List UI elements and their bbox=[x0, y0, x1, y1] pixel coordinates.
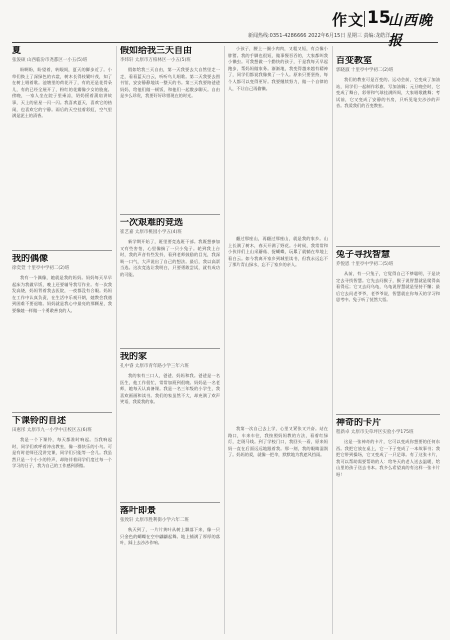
column-2 bbox=[120, 46, 220, 634]
column-divider bbox=[224, 46, 225, 634]
article-separator bbox=[336, 246, 440, 247]
article-body: 秋天到了，一片片黄叶从树上飘落下来，像一只只金色的蝴蝶在空中翩翩起舞。地上铺满了厚厚的落叶，踩上去沙沙作响。 bbox=[120, 527, 220, 546]
article-my-home bbox=[120, 352, 220, 498]
article-changing-classroom bbox=[336, 56, 440, 241]
column-4 bbox=[336, 46, 440, 634]
article-byline: 崔艺嘉 太原市桃园小学五(4)班 bbox=[120, 230, 182, 235]
article-byline: 郭晓淑 十里亭中学初二(2)班 bbox=[336, 68, 394, 73]
article-title: 下课铃的自述 bbox=[12, 416, 67, 426]
article-title: 神奇的卡片 bbox=[336, 418, 382, 428]
article-byline: 张浚硕 山西临汾市尧都区一小五(5)班 bbox=[12, 58, 88, 63]
article-byline: 乔悦恩 十里亭中学初二(5)班 bbox=[336, 262, 394, 267]
article-continued-1 bbox=[228, 46, 328, 226]
masthead-info: 新闻热线:0351-4286666 2022年6月15日 星期三 责编:龙皓洋 bbox=[248, 33, 391, 39]
article-title: 我的家 bbox=[120, 352, 148, 362]
article-body: 我是一个下课铃，每天都准时响起。当我响起时，同学们欢呼着冲出教室，像一群快乐的小鸟。可是有时老师还没讲完课，同学们只能等一会儿。我虽然只是一个小小的铃声，却陪伴着同学们度过每一个学习的日子，我为自己的工作感到骄傲。 bbox=[12, 437, 112, 469]
article-byline: 李炜轩 太原市万柏林区一小五(5)班 bbox=[120, 58, 191, 63]
article-body: 新学期开始了，班里要竞选班干部。我既想参加又有些害怕，心里像揣了一只小兔子。轮到我上台时，我的声音有些发抖，看到老师鼓励的目光，我深吸一口气，大声说出了自己的想法。最后，我以高票当选。这次竞选让我明白，只要勇敢尝试，就有成功的可能。 bbox=[120, 239, 220, 277]
article-body: 翻过那座山，再翻过那座山，就是我的家乡。山上长满了树木，春天开满了野花。小时候，我常常和小伙伴们上山采蘑菇、捉蝴蝶，玩累了就躺在草地上看白云。如今我离开家乡到城里读书，但我永远忘不了那片青山绿水，忘不了家乡的亲人。 bbox=[228, 236, 328, 268]
article-body: 这是一张神奇的卡片，它可以变成你想要的任何东西。我把它放在桌上，它一下子变成了一本故事书；我把它带到操场，它又变成了一只足球。有了这张卡片，我可以帮助需要帮助的人：给冬天的老人送去温暖，给山里的孩子送去书本。我多么希望真的有这样一张卡片呀！ bbox=[336, 439, 440, 477]
article-election bbox=[120, 218, 220, 346]
article-body: 我的家有三口人，爸爸、妈妈和我。爸爸是一名医生，他工作很忙，常常加班到很晚。妈妈是一名老师，她每天认真备课。我是一名三年级的小学生，我喜欢画画和读书。我们的家虽然不大，却充满了欢声笑语，我爱我的家。 bbox=[120, 373, 220, 405]
article-title: 我的偶像 bbox=[12, 254, 49, 264]
article-separator bbox=[12, 412, 112, 413]
column-3 bbox=[228, 46, 328, 634]
article-three-days-freedom bbox=[120, 46, 220, 196]
article-bell-self-account bbox=[12, 416, 112, 634]
article-title: 落叶即景 bbox=[120, 506, 157, 516]
article-body: 我们的教室可是百变的。运动会前，它变成了加油站，同学们一起制作彩旗、写加油稿；元旦晚会时，它变成了舞台，彩带和气球挂满四周，大家唱歌跳舞；考试前，它又变成了安静的书房，只听见笔尖沙沙的声音。我爱我们的百变教室。 bbox=[336, 77, 440, 109]
article-title: 假如给我三天自由 bbox=[120, 46, 193, 56]
article-continued-2 bbox=[228, 236, 328, 416]
masthead-divider bbox=[364, 11, 365, 27]
article-byline: 田惠彤 太原市九一小学中正校区五(6)班 bbox=[12, 428, 92, 433]
column-divider bbox=[332, 46, 333, 634]
article-my-idol bbox=[12, 254, 112, 409]
article-byline: 程新卓 太原市尖草坪区实验小学175班 bbox=[336, 430, 414, 435]
article-separator bbox=[120, 348, 220, 349]
article-title: 夏 bbox=[12, 46, 22, 56]
article-title: 百变教室 bbox=[336, 56, 373, 66]
article-continued-3 bbox=[228, 426, 328, 634]
page-number: 15 bbox=[367, 8, 391, 28]
article-falling-leaves bbox=[120, 506, 220, 634]
article-magic-card bbox=[336, 418, 440, 634]
column-1 bbox=[12, 46, 112, 634]
article-body: 小孩子，腰上一圈小肉肉，又粗又短，有点像小胖猪。我的手脚也很短，做事慢吞吞的，大家都叫我小懒虫。可我想做一个勤快的孩子，于是我每天早起跑步，帮妈妈做家务。渐渐地，我变得越来越有精神了，同学们都说我像换了一个人。原来只要坚持，每个人都可以变得更好。我要继续努力，做一个自律的人，不让自己再偷懒。 bbox=[228, 46, 328, 91]
article-separator bbox=[120, 214, 220, 215]
section-title: 作文 bbox=[332, 11, 365, 29]
article-byline: 徐奕萱 十里亭中学初二(2)班 bbox=[12, 266, 70, 271]
article-summer bbox=[12, 46, 112, 246]
column-divider bbox=[116, 46, 117, 634]
article-body: 从前，有一只兔子，它觉得自己不够聪明，于是决定去寻找智慧。它先去问猴子，猴子说智慧就是爬得高看得远；它又去问乌龟，乌龟说智慧就是坚持不懈；最后它去问老爷爷，老爷爷说，智慧就在你每天的学习和思考中。兔子听了恍然大悟。 bbox=[336, 271, 440, 303]
article-body: 我有一个偶像，她就是我的妈妈。妈妈每天早早起床为我做早饭，晚上还要辅导我写作业。有一次我发高烧，妈妈背着我去医院，一夜都没有合眼。妈妈在工作中认真负责，在生活中乐观开朗，她教会我遇到困难不要退缩。妈妈就是我心中最亮的那颗星，我要像她一样做一个勇敢善良的人。 bbox=[12, 275, 112, 313]
article-byline: 张致轩 太原市胜利街小学六年二班 bbox=[120, 518, 189, 523]
article-body: 我第一次自己去上学，心里又紧张又兴奋。站在路口，车来车往，我按照妈妈教的方法，看着红绿灯，走斑马线。到了学校门口，我回头一看，原来妈妈一直在后面远远地跟着我。那一刻，我的眼睛湿润了。妈妈的爱，就像一把伞，默默地为我遮风挡雨。 bbox=[228, 426, 328, 458]
article-title: 一次艰难的竞选 bbox=[120, 218, 184, 228]
article-rabbit-wisdom bbox=[336, 250, 440, 410]
article-body: 假如给我三天自由，第一天我要去大自然里走一走，看看蓝天白云，听听鸟儿唱歌。第二天我要去图书馆，安安静静地读一整天的书。第三天我要陪爸爸妈妈，给他们做一顿饭，和他们一起散步聊天。自由是多么珍贵，我要好好珍惜现在的时光。 bbox=[120, 67, 220, 99]
article-byline: 孔中睿 太原市青年路小学三年六班 bbox=[120, 364, 189, 369]
article-separator bbox=[336, 414, 440, 415]
article-separator bbox=[12, 250, 112, 251]
masthead bbox=[12, 8, 438, 49]
article-title: 兔子寻找智慧 bbox=[336, 250, 391, 260]
article-separator bbox=[120, 502, 220, 503]
article-body: 盼啊盼，盼望着，转眼间，夏天的脚步近了。小草们换上了深绿色的衣裳，树木长得枝繁叶茂，知了在树上唱着歌。池塘里的荷花开了，有的还是花骨朵儿，有的已经全展开了，粉红的花瓣像少女的脸庞。傍晚，一家人坐在院子里乘凉，奶奶摇着蒲扇讲故事，天上的星星一闪一闪。我喜欢夏天，喜欢它的热闹，也喜欢它的宁静。雨后的天空挂着彩虹，空气里满是泥土的清香。 bbox=[12, 67, 112, 119]
newspaper-logo: 山西晚报 bbox=[388, 13, 433, 49]
